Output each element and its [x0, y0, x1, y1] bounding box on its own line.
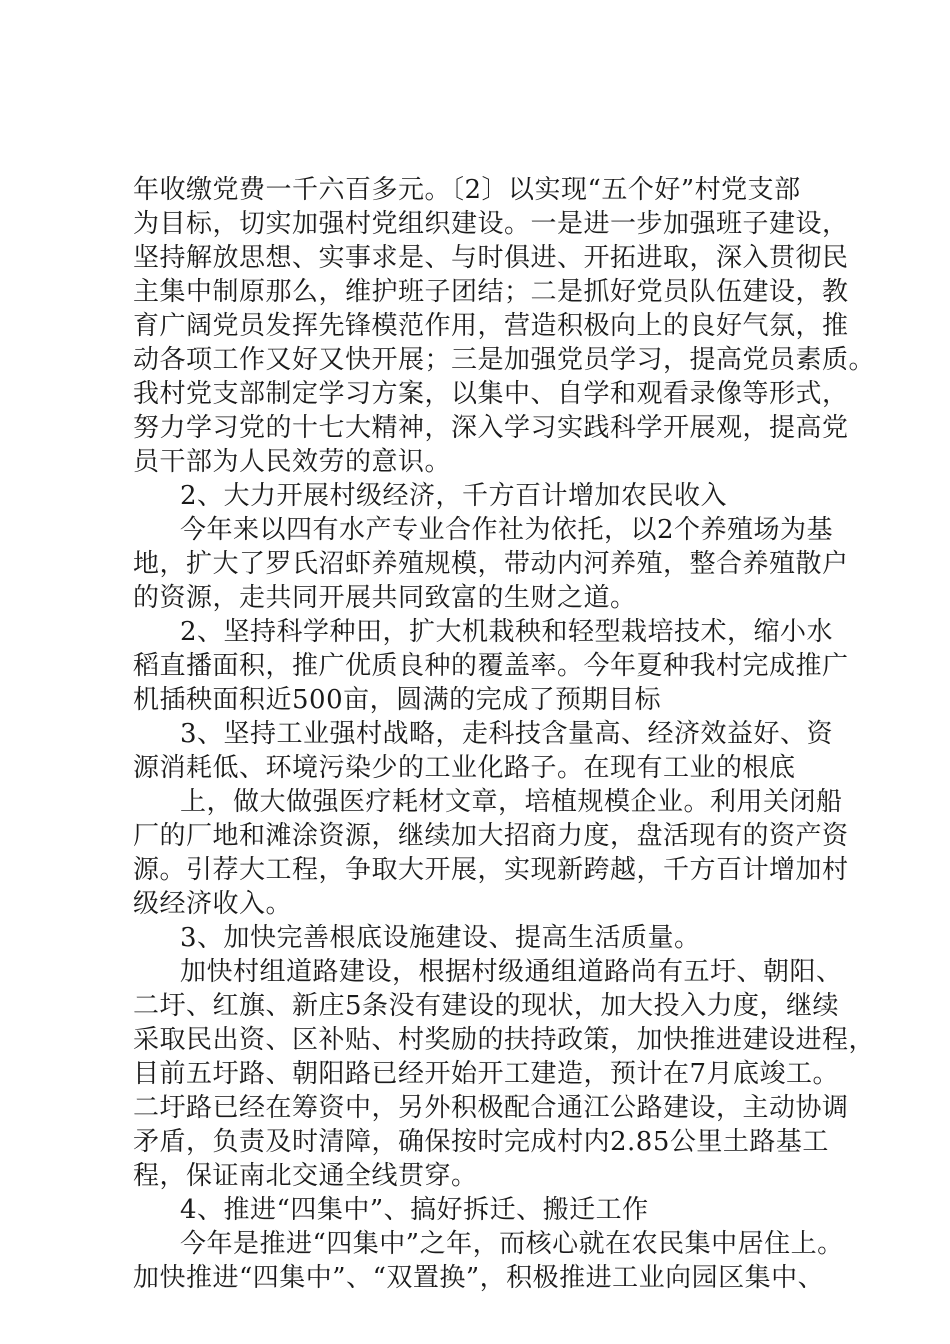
text-line: 源消耗低、环境污染少的工业化路子。在现有工业的根底	[133, 753, 796, 783]
text-line: 加快推进“四集中”、“双置换”，积极推进工业向园区集中、	[133, 1263, 825, 1293]
text-line: 采取民出资、区补贴、村奖励的扶持政策，加快推进建设进程，	[133, 1025, 876, 1055]
text-line: 努力学习党的十七大精神，深入学习实践科学开展观，提高党	[133, 413, 849, 443]
section-heading: 2、大力开展村级经济，千方百计增加农民收入	[180, 481, 728, 511]
text-line: 矛盾，负责及时清障，确保按时完成村内2.85公里土路基工	[133, 1127, 829, 1157]
text-line: 今年是推进“四集中”之年，而核心就在农民集中居住上。	[180, 1229, 844, 1259]
text-line: 目前五圩路、朝阳路已经开始开工建造，预计在7月底竣工。	[133, 1059, 840, 1089]
text-line: 3、坚持工业强村战略，走科技含量高、经济效益好、资	[180, 719, 834, 749]
text-line: 厂的厂地和滩涂资源，继续加大招商力度，盘活现有的资产资	[133, 821, 849, 851]
text-line: 二圩、红旗、新庄5条没有建设的现状，加大投入力度，继续	[133, 991, 840, 1021]
text-line: 员干部为人民效劳的意识。	[133, 447, 452, 477]
text-line: 为目标，切实加强村党组织建设。一是进一步加强班子建设，	[133, 209, 849, 239]
text-line: 二圩路已经在筹资中，另外积极配合通江公路建设，主动协调	[133, 1093, 849, 1123]
text-line: 稻直播面积，推广优质良种的覆盖率。今年夏种我村完成推广	[133, 651, 849, 681]
text-line: 的资源，走共同开展共同致富的生财之道。	[133, 583, 637, 613]
text-line: 加快村组道路建设，根据村级通组道路尚有五圩、朝阳、	[180, 957, 843, 987]
text-line: 级经济收入。	[133, 889, 293, 919]
text-line: 上，做大做强医疗耗材文章，培植规模企业。利用关闭船	[180, 787, 843, 817]
text-line: 主集中制原那么，维护班子团结；二是抓好党员队伍建设，教	[133, 277, 849, 307]
text-line: 地，扩大了罗氏沼虾养殖规模，带动内河养殖，整合养殖散户	[133, 549, 849, 579]
text-line: 程，保证南北交通全线贯穿。	[133, 1161, 478, 1191]
section-heading: 3、加快完善根底设施建设、提高生活质量。	[180, 923, 701, 953]
text-line: 我村党支部制定学习方案，以集中、自学和观看录像等形式，	[133, 379, 849, 409]
text-line: 育广阔党员发挥先锋模范作用，营造积极向上的良好气氛，推	[133, 311, 849, 341]
text-line: 2、坚持科学种田，扩大机栽秧和轻型栽培技术，缩小水	[180, 617, 834, 647]
text-line: 年收缴党费一千六百多元。〔2〕以实现“五个好”村党支部	[133, 175, 801, 205]
text-line: 今年来以四有水产专业合作社为依托，以2个养殖场为基	[180, 515, 834, 545]
text-line: 动各项工作又好又快开展；三是加强党员学习，提高党员素质。	[133, 345, 876, 375]
text-line: 坚持解放思想、实事求是、与时俱进、开拓进取，深入贯彻民	[133, 243, 849, 273]
text-line: 源。引荐大工程，争取大开展，实现新跨越，千方百计增加村	[133, 855, 849, 885]
section-heading: 4、推进“四集中”、搞好拆迁、搬迁工作	[180, 1195, 649, 1225]
text-line: 机插秧面积近500亩，圆满的完成了预期目标	[133, 685, 662, 715]
